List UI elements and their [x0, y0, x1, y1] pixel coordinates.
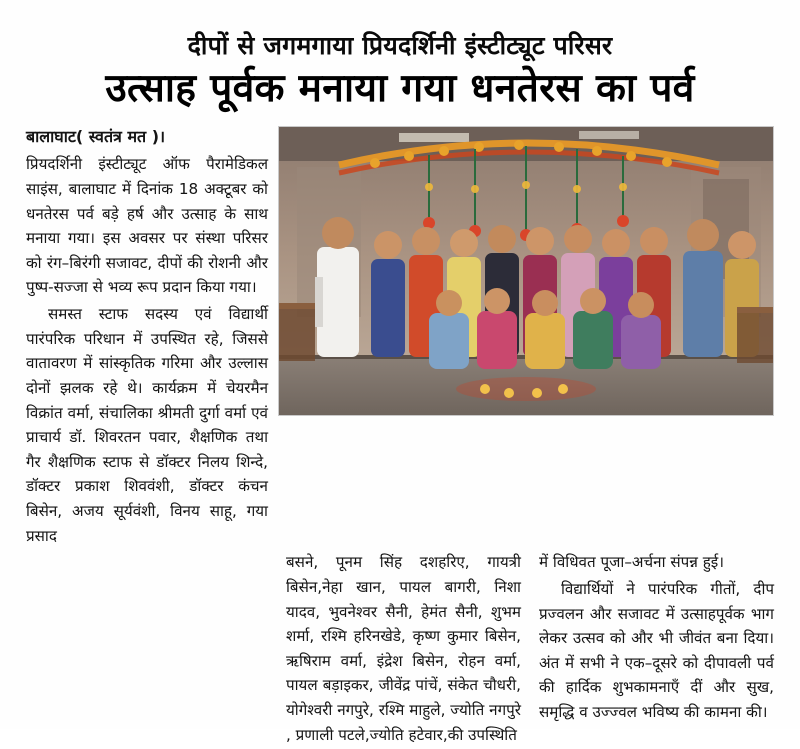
article-body	[26, 124, 774, 550]
article-paragraph: बसने, पूनम सिंह दशहरिए, गायत्री बिसेन,नेहा खान, पायल बागरी, निशा यादव, भुवनेश्वर सैनी, हेमंत सैनी, शुभम शर्मा, रश्मि हरिनखेडे, कृष्ण कुमार बिसेन, ऋषिराम वर्मा, इंद्रेश बिसेन, रोहन वर्मा, पायल बड़ाइकर, जीवेंद्र पांचें, संकेत चौधरी, योगेश्वरी नगपुरे, रश्मि माहुले, ज्योति नगपुरे , प्रणाली पटले,ज्योति हटेवार,की उपस्थिति	[286, 553, 521, 744]
article-paragraph: विद्यार्थियों ने पारंपरिक गीतों, दीप प्रज्वलन और सजावट में उत्साहपूर्वक भाग लेकर उत्सव को और भी जीवंत बना दिया। अंत में सभी ने एक–दूसरे को दीपावली पर्व की हार्दिक शुभकामनाएँ दीं और सुख, समृद्धि व उज्ज्वल भविष्य की कामना की।	[539, 579, 774, 722]
article-paragraph: प्रियदर्शिनी इंस्टीट्यूट ऑफ पैरामेडिकल साइंस, बालाघाट में दिनांक 18 अक्टूबर को धनतेरस पर्व बड़े हर्ष और उत्साह के साथ मनाया गया। इस अवसर पर संस्था परिसर को रंग–बिरंगी सजावट, दीपों की रोशनी और पुष्प-सज्जा से भव्य रूप प्रदान किया गया।	[26, 155, 268, 297]
article-column-1	[26, 124, 268, 550]
article-paragraph: समस्त स्टाफ सदस्य एवं विद्यार्थी पारंपरिक परिधान में उपस्थित रहे, जिससे वातावरण में सांस्कृतिक गरिमा और उल्लास दोनों झलक रहे थे। कार्यक्रम में चेयरमैन विक्रांत वर्मा, संचालिका श्रीमती दुर्गा वर्मा एवं प्राचार्य डॉ. शिवरतन पवार, शैक्षणिक तथा गैर शैक्षणिक स्टाफ से डॉक्टर निलय शिन्दे, डॉक्टर प्रकाश शिववंशी, डॉक्टर कंचन बिसेन, अजय सूर्यवंशी, विनय साहू, गया प्रसाद	[26, 305, 268, 545]
article-column-2	[286, 550, 521, 749]
article-paragraph: में विधिवत पूजा–अर्चना संपन्न हुई।	[539, 553, 725, 572]
article-paragraph	[26, 124, 268, 150]
dateline: बालाघाट( स्वतंत्र मत )।	[26, 127, 166, 147]
group-photo	[278, 126, 774, 416]
kicker-headline: दीपों से जगमगाया प्रियदर्शिनी इंस्टीट्यूट परिसर	[187, 31, 613, 60]
main-headline: उत्साह पूर्वक मनाया गया धनतेरस का पर्व	[105, 65, 695, 111]
article-column-3	[539, 550, 774, 749]
group-photo-illustration	[279, 127, 773, 415]
article-lower-columns	[286, 550, 774, 749]
